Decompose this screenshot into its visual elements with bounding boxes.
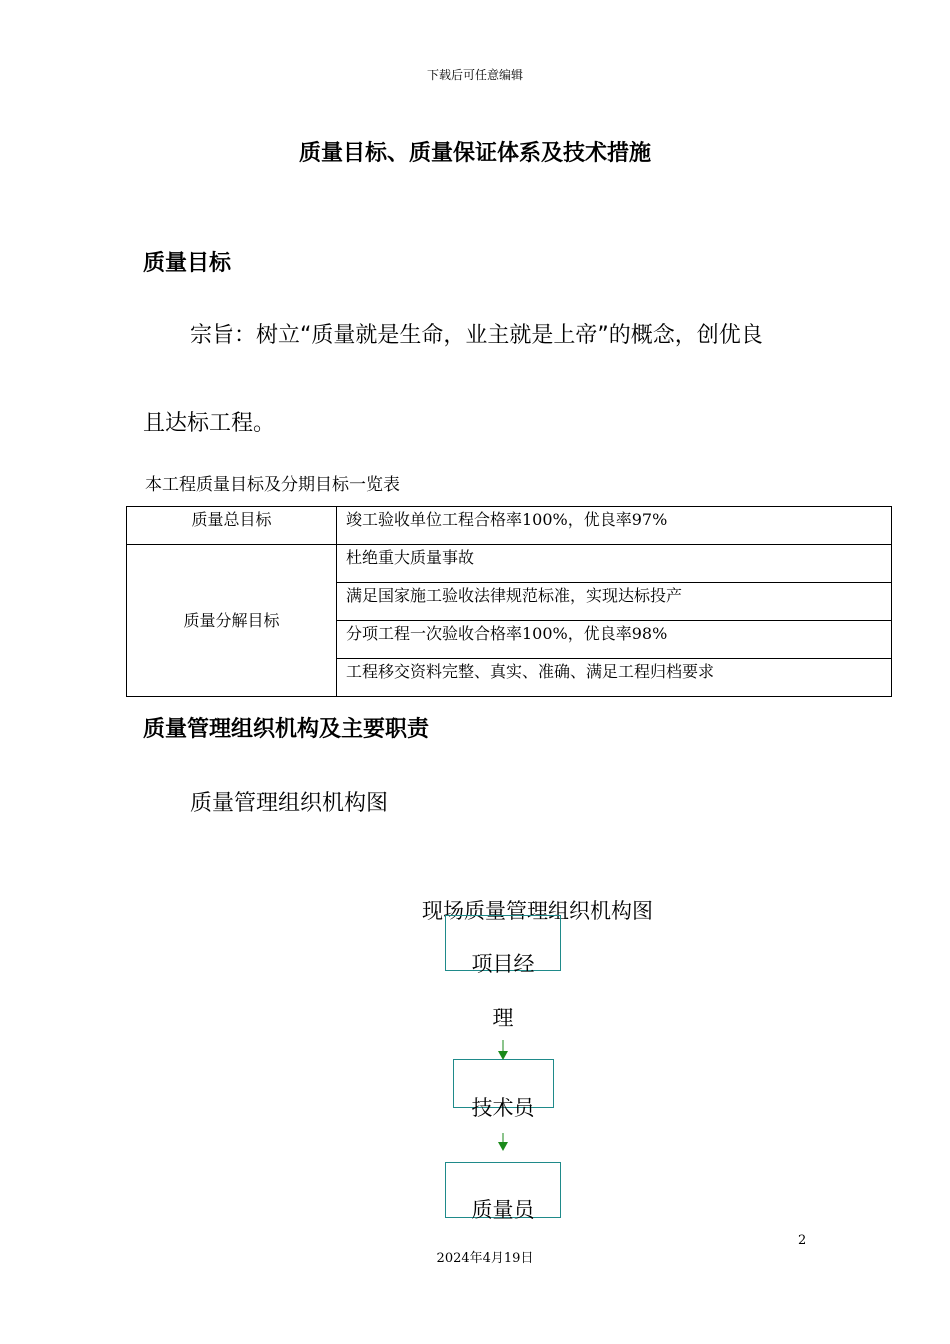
overall-goal-label: 质量总目标 [127,507,337,545]
header-note: 下载后可任意编辑 [426,68,523,82]
section-heading-org-structure: 质量管理组织机构及主要职责 [143,717,430,742]
quality-goal-table [126,506,892,697]
document-title: 质量目标、质量保证体系及技术措施 [298,141,651,166]
page-number: 2 [798,1233,807,1248]
breakdown-goal-item: 分项工程一次验收合格率100%，优良率98% [337,621,892,659]
org-chart-subtitle: 质量管理组织机构图 [190,791,389,816]
breakdown-goal-label: 质量分解目标 [127,545,337,697]
breakdown-goal-item: 工程移交资料完整、真实、准确、满足工程归档要求 [337,659,892,697]
purpose-paragraph-line-2: 且达标工程。 [143,411,276,436]
technician-label: 技术员 [471,1096,535,1120]
breakdown-goal-item: 杜绝重大质量事故 [337,545,892,583]
quality-inspector-label: 质量员 [471,1198,535,1222]
table-row [127,545,892,583]
arrow-tech-to-qc [498,1133,508,1151]
purpose-paragraph-line-1: 宗旨：树立“质量就是生命，业主就是上帝”的概念，创优良 [190,323,763,348]
table-row [127,507,892,545]
section-heading-quality-goal: 质量目标 [143,251,232,276]
breakdown-goal-item: 满足国家施工验收法律规范标准，实现达标投产 [337,583,892,621]
project-manager-label-line-2: 理 [492,1006,514,1030]
org-chart-title: 现场质量管理组织机构图 [422,899,653,923]
table-caption: 本工程质量目标及分期目标一览表 [145,475,400,495]
project-manager-label-line-1: 项目经 [471,952,535,976]
footer-date: 2024年4月19日 [436,1251,534,1266]
overall-goal-value: 竣工验收单位工程合格率100%，优良率97% [337,507,892,545]
arrow-pm-to-tech [498,1040,508,1060]
